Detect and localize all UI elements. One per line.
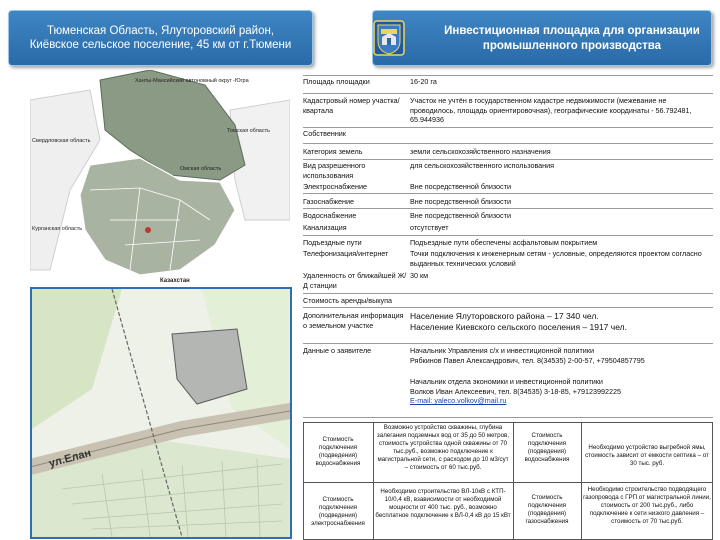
applicant-2-contact: Волков Иван Алексеевич, тел. 8(34535) 3-18-85, +79123992225 xyxy=(410,386,621,396)
location-line-1: Тюменская Область, Ялуторовский район, xyxy=(46,25,275,37)
water-cost-label: Стоимость подключения (подведения) водоснабжения xyxy=(315,436,361,467)
sewer-cost-desc: Необходимо строительство подводящего газопровода с ГРП от магистральной линии, стоимость от 200 тыс.руб., либо подключение к сети низкого давления – стоимость от 70 тыс.руб. xyxy=(583,486,711,525)
utility-costs xyxy=(303,422,713,540)
region-omsk-label: Омская область xyxy=(180,166,222,172)
region-okrug-label: Ханты-Мансийский автономный округ -Югра xyxy=(135,78,249,84)
region-map xyxy=(30,70,290,285)
street-label: ул.Елан xyxy=(47,447,93,470)
country-kazakhstan-label: Казахстан xyxy=(160,278,190,284)
applicant-2-title: Начальник отдела экономики и инвестиционной политики xyxy=(410,377,603,386)
population-settlement: Население Киевского сельского поселения – 1917 чел. xyxy=(410,322,627,332)
title-line-1: Инвестиционная площадка для организации xyxy=(444,25,700,37)
title-line-2: промышленного производства xyxy=(482,40,662,52)
applicant-2-email[interactable]: E-mail: yaleco.volkov@mail.ru xyxy=(410,396,507,405)
power-cost-desc: Необходимо строительство ВЛ-10кВ с КТП- 10/0,4 кВ, взависимости от необходимой мощности от 400 тыс. руб., возможно бесплатное подключение к ВЛ-0,4 кВ до 15 кВт xyxy=(375,488,511,519)
region-kurgan-label: Курганская область xyxy=(32,226,83,232)
title-banner xyxy=(372,10,712,66)
power-cost-label: Стоимость подключения (подведения) электроснабжения xyxy=(311,496,365,527)
applicant-1-title: Начальник Управления с/х и инвестиционной политики xyxy=(410,346,594,355)
site-map xyxy=(30,287,292,539)
applicant-1-contact: Рябкинов Павел Александрович, тел. 8(34535) 2-00-57, +79504857795 xyxy=(410,355,645,365)
location-banner xyxy=(8,10,313,66)
gas-cost-desc: Необходимо устройство выгребной ямы, стоимость зависит от емкости септика – от 30 тыс. руб. xyxy=(585,444,709,467)
gas-cost-label: Стоимость подключения (подведения) водоснабжения xyxy=(524,432,570,463)
region-tomsk-label: Томская область xyxy=(227,128,270,134)
coat-of-arms-icon xyxy=(370,19,408,57)
water-cost-desc: Возможно устройство скважины, глубина залегания подземных вод от 35 до 50 метров, стоимость устройства одной скважины от 70 тыс.руб., возможно подключение к магистральной сети, с расходом до 10 м3/сут – стоимость от 60 тыс.руб. xyxy=(376,424,510,471)
sewer-cost-label: Стоимость подключения (подведения) газоснабжения xyxy=(525,494,569,525)
population-district: Население Ялуторовского района – 17 340 чел. xyxy=(410,311,599,321)
region-sverdlovsk-label: Свердловская область xyxy=(32,138,91,144)
location-line-2: Киёвское сельское поселение, 45 км от г.Тюмени xyxy=(29,39,292,51)
